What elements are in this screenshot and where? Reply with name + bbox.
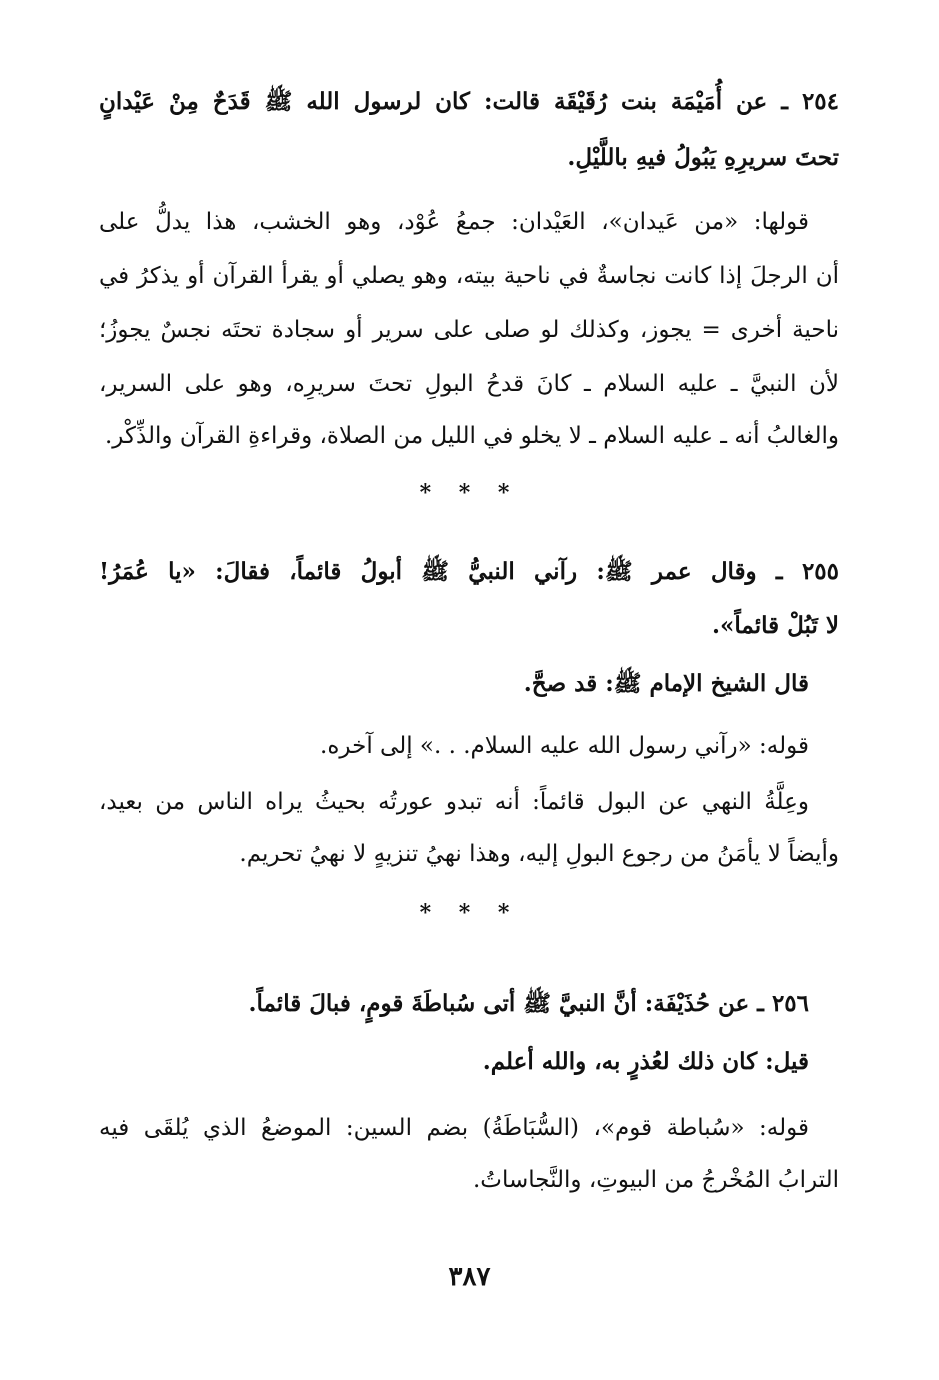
commentary-256-line-1: قوله: «سُباطة قوم»، (السُّبَاطَةُ) بضم السين: الموضعُ الذي يُلقَى فيه <box>99 1115 809 1141</box>
hadith-254-line-2: تحتَ سريرِهِ يَبُولُ فيهِ باللَّيْلِ. <box>567 144 839 171</box>
commentary-254-line-5: والغالبُ أنه ـ عليه السلام ـ لا يخلو في الليل من الصلاة، وقراءةِ القرآن والذِّكْر. <box>105 423 839 449</box>
hadith-255-line-1: ٢٥٥ ـ وقال عمر ﷺ: رآني النبيُّ ﷺ أبولُ قائماً، فقالَ: «يا عُمَرُ! <box>99 558 839 585</box>
commentary-254-line-4: لأن النبيَّ ـ عليه السلام ـ كانَ قدحُ البولِ تحتَ سريرِه، وهو على السرير، <box>99 371 839 397</box>
sheikh-statement: قال الشيخ الإمام ﷺ: قد صحَّ. <box>523 670 809 697</box>
hadith-254-line-1: ٢٥٤ ـ عن أُمَيْمَة بنت رُقَيْقَة قالت: كان لرسول الله ﷺ قَدَحٌ مِنْ عَيْدانٍ <box>99 88 839 115</box>
section-separator: * * * <box>419 480 520 506</box>
hadith-255-line-2: لا تَبُلْ قائماً». <box>712 612 839 639</box>
commentary-255-quote: قوله: «رآني رسول الله عليه السلام. . .» إلى آخره. <box>320 733 809 759</box>
commentary-256-line-2: الترابُ المُخْرجُ من البيوتِ، والنَّجاساتُ. <box>472 1167 839 1193</box>
commentary-254-line-1: قولها: «من عَيدان»، العَيْدان: جمعُ عُوْد، وهو الخشب، هذا يدلُّ على <box>99 209 809 235</box>
hadith-256-note: قيل: كان ذلك لعُذرٍ به، والله أعلم. <box>482 1048 809 1075</box>
commentary-255-line-1: وعِلَّةُ النهي عن البول قائماً: أنه تبدو عورتُه بحيثُ يراه الناس من بعيد، <box>99 789 809 815</box>
commentary-254-line-3: ناحية أخرى = يجوز، وكذلك لو صلى على سرير أو سجادة تحتَه نجسٌ يجوزُ؛ <box>99 317 839 343</box>
page-number: ٣٨٧ <box>448 1262 491 1292</box>
section-separator: * * * <box>419 900 520 926</box>
commentary-254-line-2: أن الرجلَ إذا كانت نجاسةٌ في ناحية بيته، وهو يصلي أو يقرأ القرآن أو يذكرُ في <box>99 263 839 289</box>
commentary-255-line-2: وأيضاً لا يأمَنُ من رجوع البولِ إليه، وهذا نهيُ تنزيهٍ لا نهيُ تحريم. <box>239 841 839 867</box>
hadith-256-line-1: ٢٥٦ ـ عن حُذَيْفَة: أنَّ النبيَّ ﷺ أتى سُباطَةَ قومٍ، فبالَ قائماً. <box>248 990 809 1017</box>
